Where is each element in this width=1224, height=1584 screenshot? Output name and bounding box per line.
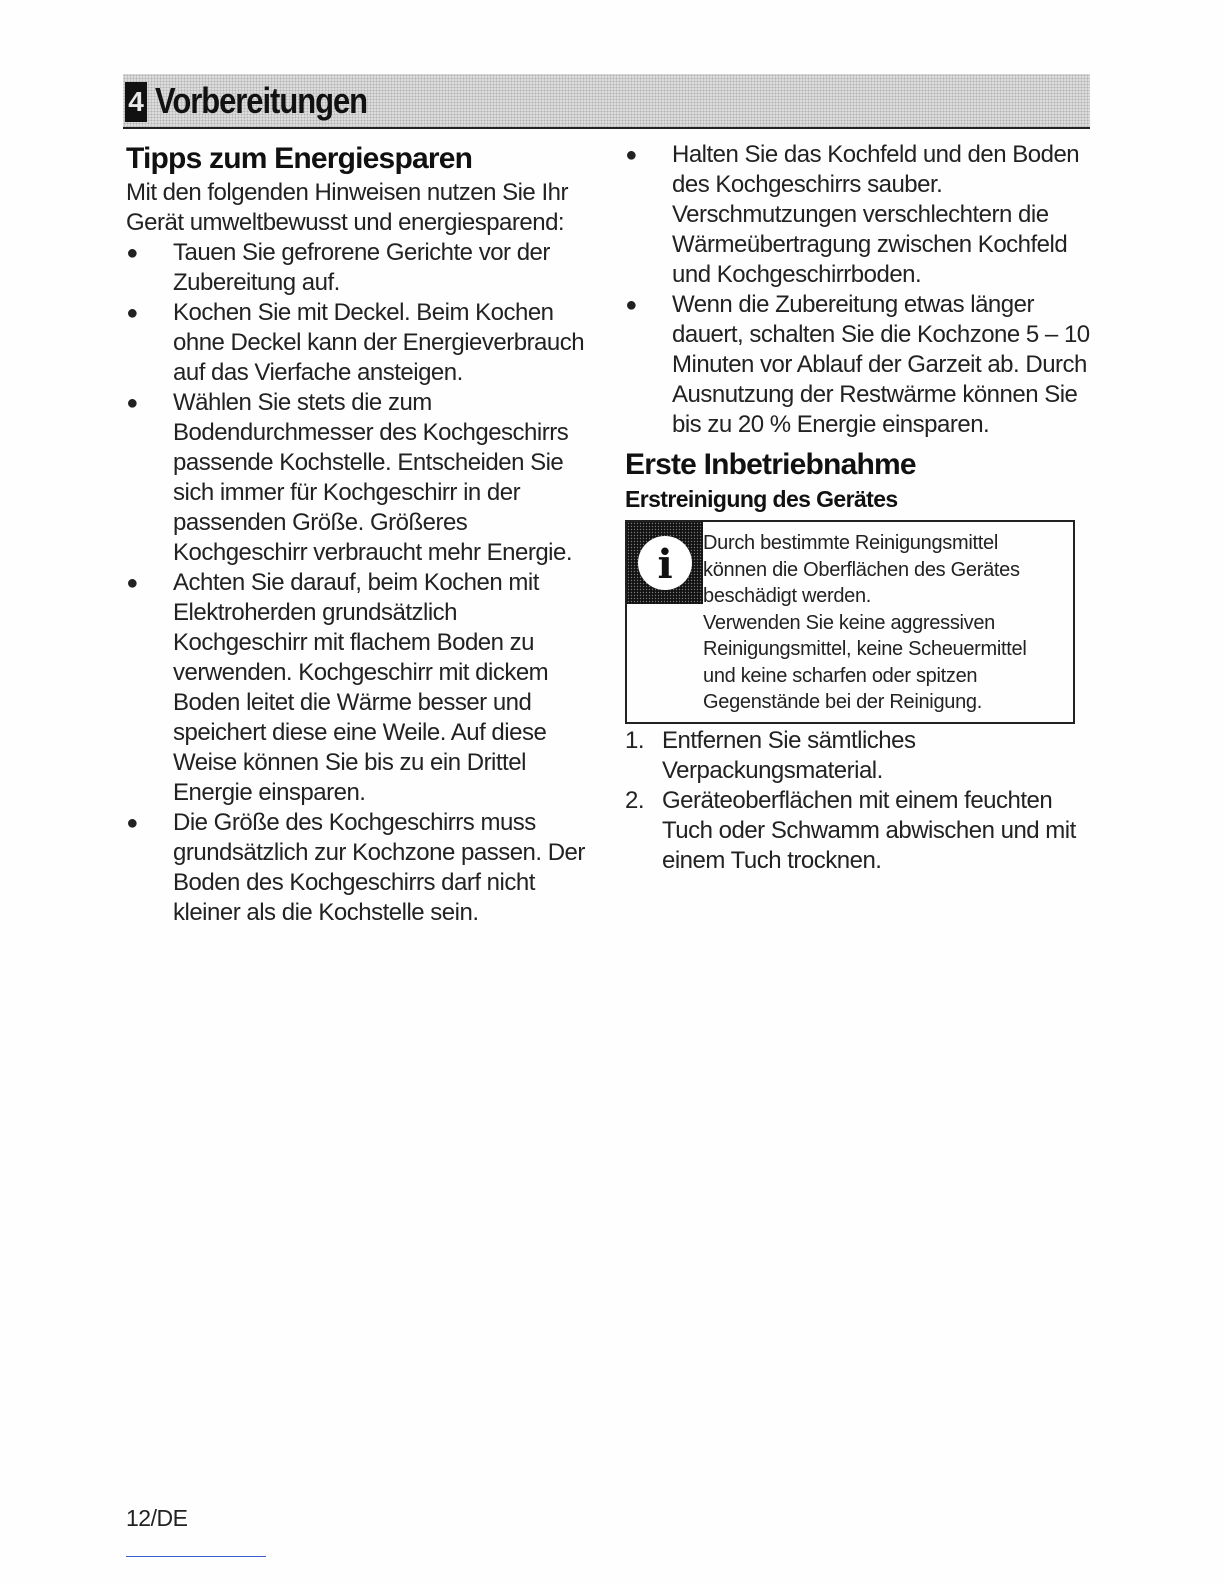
- list-item-text: Wählen Sie stets die zum Bodendurchmesser des Kochgeschirrs passende Kochstelle. Entscheiden Sie sich immer für Kochgeschirr in der passenden Größe. Größeres Kochgeschirr verbraucht mehr Energie.: [173, 389, 573, 566]
- list-item: [625, 726, 1090, 786]
- list-item: [126, 808, 596, 928]
- list-item-text: Wenn die Zubereitung etwas länger dauert, schalten Sie die Kochzone 5 – 10 Minuten vor Ablauf der Garzeit ab. Durch Ausnutzung der Restwärme können Sie bis zu 20 % Energie einsparen.: [672, 291, 1090, 438]
- bullet-icon: ●: [126, 392, 138, 414]
- energy-tips-intro: Mit den folgenden Hinweisen nutzen Sie Ihr Gerät umweltbewusst und energiesparend:: [126, 179, 568, 236]
- footer-divider: [126, 1556, 266, 1557]
- chapter-number: 4: [125, 82, 147, 122]
- bullet-icon: ●: [625, 144, 637, 166]
- list-item: [126, 298, 596, 388]
- chapter-header: [123, 74, 1090, 129]
- notice-warning-text: Durch bestimmte Reinigungsmittel können die Oberflächen des Gerätes beschädigt werden.: [703, 532, 1020, 607]
- list-item: [126, 388, 596, 568]
- bullet-icon: ●: [625, 294, 637, 316]
- list-item: [126, 238, 596, 298]
- step-text: Geräteoberflächen mit einem feuchten Tuch oder Schwamm abwischen und mit einem Tuch trocknen.: [662, 787, 1076, 874]
- chapter-title: Vorbereitungen: [155, 80, 368, 121]
- step-text: Entfernen Sie sämtliches Verpackungsmaterial.: [662, 727, 916, 784]
- list-item-text: Die Größe des Kochgeschirrs muss grundsätzlich zur Kochzone passen. Der Boden des Kochgeschirrs darf nicht kleiner als die Kochstelle sein.: [173, 809, 585, 926]
- left-column: [126, 140, 596, 928]
- list-item-text: Halten Sie das Kochfeld und den Boden des Kochgeschirrs sauber. Verschmutzungen verschlechtern die Wärmeübertragung zwischen Kochfeld und Kochgeschirrboden.: [672, 141, 1080, 288]
- energy-tips-heading: Tipps zum Energiesparen: [126, 142, 473, 175]
- right-column: [625, 140, 1090, 876]
- bullet-icon: ●: [126, 242, 138, 264]
- energy-tips-list: [126, 238, 596, 928]
- info-icon: [627, 522, 703, 604]
- step-number: 1.: [625, 727, 645, 754]
- list-item-text: Tauen Sie gefrorene Gerichte vor der Zubereitung auf.: [173, 239, 550, 296]
- page-number: 12/DE: [126, 1505, 188, 1531]
- first-cleaning-subheading: Erstreinigung des Gerätes: [625, 486, 898, 512]
- bullet-icon: ●: [126, 572, 138, 594]
- list-item: [625, 140, 1090, 290]
- first-use-heading: Erste Inbetriebnahme: [625, 448, 916, 481]
- step-number: 2.: [625, 787, 645, 814]
- info-icon-glyph: i: [657, 541, 673, 588]
- bullet-icon: ●: [126, 812, 138, 834]
- list-item: [126, 568, 596, 808]
- energy-tips-list-continued: [625, 140, 1090, 440]
- notice-advice-text: Verwenden Sie keine aggressiven Reinigungsmittel, keine Scheuermittel und keine scharfen oder spitzen Gegenstände bei der Reinigung.: [703, 611, 1027, 713]
- list-item: [625, 786, 1090, 876]
- list-item: [625, 290, 1090, 440]
- bullet-icon: ●: [126, 302, 138, 324]
- list-item-text: Kochen Sie mit Deckel. Beim Kochen ohne Deckel kann der Energieverbrauch auf das Vierfache ansteigen.: [173, 299, 585, 386]
- cleaning-steps-list: [625, 726, 1090, 876]
- list-item-text: Achten Sie darauf, beim Kochen mit Elektroherden grundsätzlich Kochgeschirr mit flachem Boden zu verwenden. Kochgeschirr mit dickem Boden leitet die Wärme besser und speichert diese eine Weile. Auf diese Weise können Sie bis zu ein Drittel Energie einsparen.: [173, 569, 549, 806]
- info-notice-box: [625, 520, 1075, 724]
